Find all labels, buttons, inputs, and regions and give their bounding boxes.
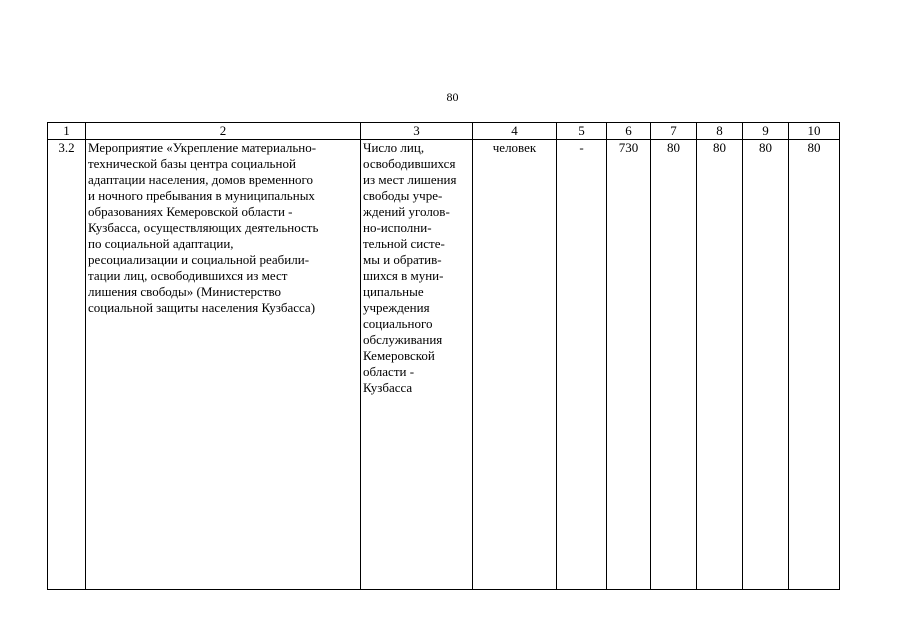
event-line: Кузбасса, осуществляющих деятельность — [88, 220, 319, 235]
indicator-line: Кемеровской — [363, 348, 435, 363]
event-line: технической базы центра социальной — [88, 156, 296, 171]
indicator-line: Кузбасса — [363, 380, 413, 395]
unit-cell: человек — [473, 140, 557, 590]
indicator-line: обслуживания — [363, 332, 443, 347]
value-cell-10: 80 — [789, 140, 840, 590]
header-cell-10: 10 — [789, 123, 840, 140]
indicator-line: учреждения — [363, 300, 430, 315]
event-line: и ночного пребывания в муниципальных — [88, 188, 315, 203]
indicator-line: ждений уголов- — [363, 204, 450, 219]
event-line: ресоциализации и социальной реабили- — [88, 252, 310, 267]
program-table — [47, 122, 840, 590]
header-cell-2: 2 — [86, 123, 361, 140]
event-line: образованиях Кемеровской области - — [88, 204, 293, 219]
indicator-line: шихся в муни- — [363, 268, 444, 283]
event-description — [86, 140, 361, 590]
event-line: адаптации населения, домов временного — [88, 172, 314, 187]
value-cell-8: 80 — [697, 140, 743, 590]
header-cell-8: 8 — [697, 123, 743, 140]
header-cell-3: 3 — [361, 123, 473, 140]
indicator-line: из мест лишения — [363, 172, 457, 187]
indicator-line: мы и обратив- — [363, 252, 442, 267]
event-line: лишения свободы» (Министерство — [88, 284, 282, 299]
indicator-line: тельной систе- — [363, 236, 445, 251]
indicator-description — [361, 140, 473, 590]
row-number: 3.2 — [48, 140, 86, 590]
header-cell-7: 7 — [651, 123, 697, 140]
value-cell-9: 80 — [743, 140, 789, 590]
header-cell-6: 6 — [607, 123, 651, 140]
indicator-line: свободы учре- — [363, 188, 443, 203]
indicator-line: социального — [363, 316, 433, 331]
indicator-line: области - — [363, 364, 415, 379]
page-number: 80 — [446, 90, 459, 104]
value-cell-6: 730 — [607, 140, 651, 590]
header-cell-4: 4 — [473, 123, 557, 140]
indicator-line: но-исполни- — [363, 220, 432, 235]
value-cell-7: 80 — [651, 140, 697, 590]
value-cell-5: - — [557, 140, 607, 590]
indicator-line: Число лиц, — [363, 140, 425, 155]
event-line: социальной защиты населения Кузбасса) — [88, 300, 316, 315]
table-row — [48, 140, 840, 590]
indicator-line: ципальные — [363, 284, 424, 299]
header-cell-9: 9 — [743, 123, 789, 140]
event-line: по социальной адаптации, — [88, 236, 234, 251]
header-row — [48, 123, 840, 140]
header-cell-1: 1 — [48, 123, 86, 140]
header-cell-5: 5 — [557, 123, 607, 140]
event-line: Мероприятие «Укрепление материально- — [88, 140, 317, 155]
event-line: тации лиц, освободившихся из мест — [88, 268, 288, 283]
indicator-line: освободившихся — [363, 156, 456, 171]
